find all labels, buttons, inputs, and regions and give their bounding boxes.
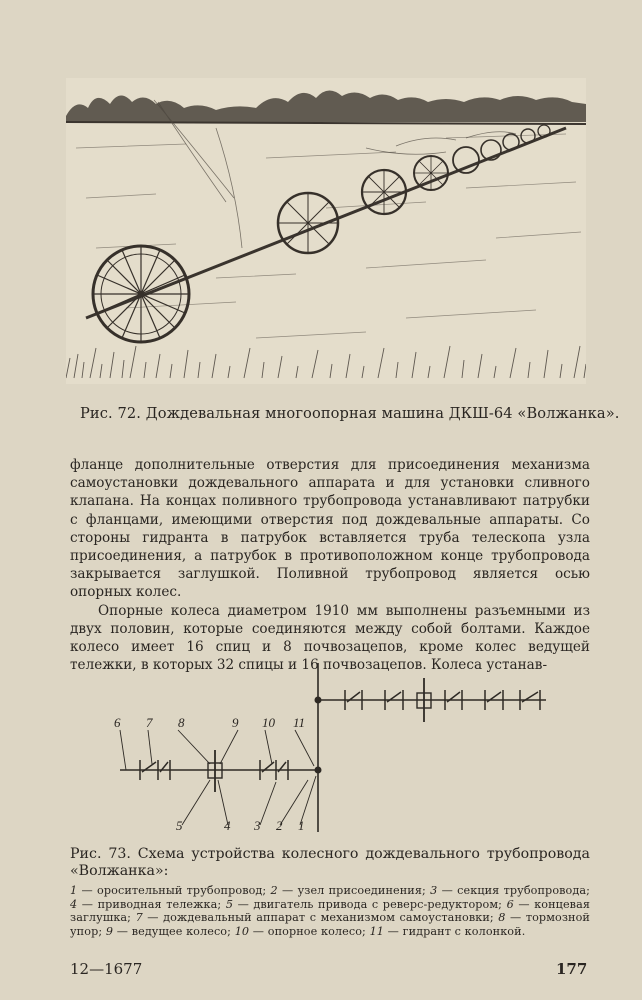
scheme-label-11: 11 [293,715,306,730]
figure-73-legend [70,884,590,938]
pipeline-scheme-drawing [100,660,570,835]
printer-signature: 12—1677 [70,960,143,978]
legend-item: 2 — узел присоединения; [270,884,426,897]
paragraph-2: Опорные колеса диаметром 1910 мм выполнены разъемными из двух половин, которые соединяются между собой болтами. Каждое колесо имеет 16 спиц и 8 почвозацепов, кроме колес ведущей тележки, в которых 32 спицы и 16 почвозацепов. Колеса устанав- [70,602,590,674]
figure-72-illustration [66,78,586,384]
legend-item: 11 — гидрант с колонкой. [369,924,526,938]
figure-73-schematic [100,660,570,835]
figure-72-caption: Рис. 72. Дождевальная многоопорная машина ДКШ-64 «Волжанка». [80,405,620,422]
scheme-label-10: 10 [262,715,275,730]
scheme-label-7: 7 [146,715,153,730]
scheme-label-5: 5 [176,818,183,833]
body-text [70,456,590,674]
grass-foreground [66,346,586,378]
legend-item: 3 — секция трубопровода; [430,884,591,897]
legend-item: 7 — дождевальный аппарат с механизмом самоустановки; [135,911,494,925]
sprinkler-machine-drawing [66,78,586,384]
legend-item: 6 — концевая заглушка; [70,897,591,925]
scheme-label-2: 2 [276,818,283,833]
legend-item: 9 — ведущее колесо; [105,924,232,938]
figure-73-caption: Рис. 73. Схема устройства колесного дождевального трубопровода «Волжанка»: [70,846,590,879]
scheme-label-1: 1 [298,818,305,833]
tree-line [66,90,586,124]
scheme-label-4: 4 [224,818,231,833]
legend-item: 8 — тормозной упор; [70,911,590,938]
scheme-label-3: 3 [254,818,261,833]
page-number: 177 [556,960,588,978]
paragraph-1: фланце дополнительные отверстия для присоединения механизма самоустановки дождевального аппарата и для установки сливного клапана. На концах поливного трубопровода устанавливают патрубки с фланцами, имеющими отверстия под дождевальные аппараты. Со стороны гидранта в патрубок вставляется труба телескопа узла присоединения, а патрубок в противоположном конце трубопровода закрывается заглушкой. Поливной трубопровод является осью опорных колес. [70,457,590,601]
scheme-label-8: 8 [178,715,185,730]
legend-item: 1 — оросительный трубопровод; [70,884,267,897]
field-hatching [76,134,581,338]
legend-item: 5 — двигатель привода с реверс-редуктором; [225,897,503,911]
legend-item: 4 — приводная тележка; [70,897,222,911]
scheme-lines [120,663,546,832]
scheme-label-6: 6 [114,715,121,730]
scheme-label-9: 9 [232,715,239,730]
support-wheels [93,125,550,342]
legend-item: 10 — опорное колесо; [234,924,366,938]
